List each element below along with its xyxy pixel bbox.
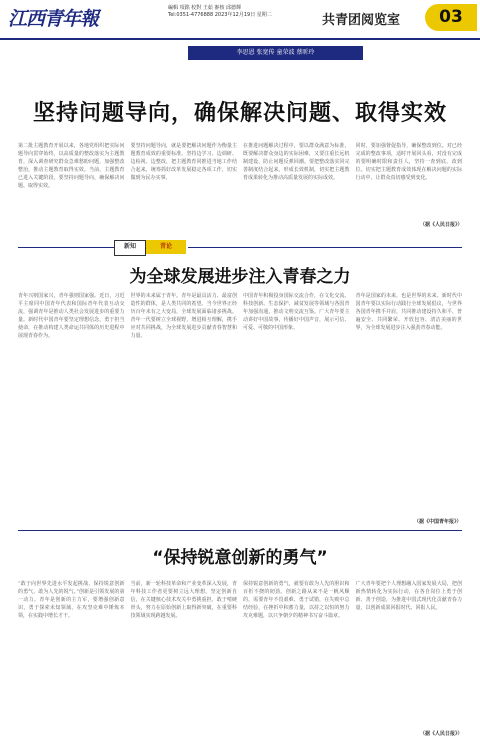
article2-col-1: 青年兴则国家兴，青年强则国家强。近日，习近平主席同中国青年代表和国际青年代表互动交流，强调青年是推动人类社会发展进步的重要力量。新时代中国青年要坚定理想信念，勇于担当使命，在推动构建人类命运共同体的历史进程中展现青春作为。 xyxy=(18,293,125,339)
masthead xyxy=(0,0,480,38)
article3-signature: （据《人民日报》） xyxy=(420,731,463,737)
meta-date: Tel:0351-4776888 2023年12月19日 星期二 xyxy=(168,12,272,18)
article1-col-1: 第二批主题教育开展以来，各地党组织把实际问题导向贯穿始终，以高质量的整改落实为主题教育，深入调查研究群众急难愁盼问题，加强整改整治，推动主题教育取得实效。当前，主题教育已进入关键阶段，要坚持问题导向，确保解决问题、取得实效。 xyxy=(18,143,125,189)
article2-signature: （据《中国青年报》） xyxy=(414,519,462,525)
article3-col-2: 当前，新一轮科技革命和产业变革深入发展，青年科技工作者更要树立远大理想，坚定创新自信，在关键核心技术攻关中勇挑重担，敢于啃硬骨头，努力在原始创新上取得新突破，在重要科技领域实现跨越发展。 xyxy=(130,581,237,619)
article1-col-3: 在推进问题解决过程中，要以群众满意为标准，既要解决群众身边的实际困难，又要注重长远机制建设，防止问题反弹回潮。要把整改落实同完善制度结合起来，形成长效机制，切实把主题教育成果转化为推动高质量发展的实际成效。 xyxy=(243,143,350,181)
section-name: 共青团阅览室 xyxy=(322,13,401,28)
article2-col-2: 世界的未来属于青年。青年是最具活力、最富创造性的群体，是人类共同的希望。当今世界正经历百年未有之大变局，全球发展面临诸多挑战。青年一代要树立全球视野，增进相互理解，携手应对共同挑战，为全球发展进步贡献青春智慧和力量。 xyxy=(130,293,237,339)
article3-headline: “保持锐意创新的勇气” xyxy=(152,548,328,568)
article1-col-2: 要坚持问题导向，就是要把解决问题作为衡量主题教育成效的重要标准。坚持边学习、边调研、边检视、边整改，把主题教育同推进当地工作结合起来，统筹抓好改革发展稳定各项工作，切实做到为民办实事。 xyxy=(130,143,237,181)
article1-body xyxy=(18,142,462,222)
article3-col-1: “敢于向世界先进水平发起挑战，保持锐意创新的勇气、敢为人先的锐气。”创新是引领发展的第一动力。青年是创新的主力军，要增强创新意识，勇于探索未知领域，在攻坚克难中锤炼本领，在实践中增长才干。 xyxy=(18,581,125,619)
article1-signature: （据《人民日报》） xyxy=(420,222,463,228)
article2-headline: 为全球发展进步注入青春之力 xyxy=(129,267,351,287)
editors-bar: 李思恩 张宽传 童荣波 蔡昕玲 xyxy=(188,46,363,60)
divider-article3 xyxy=(18,530,462,531)
meta-editors: 編輯 項銘 校對 王茹 審核 邱德輝 xyxy=(168,5,241,11)
article1-headline: 坚持问题导向，确保解决问题、取得实效 xyxy=(32,101,447,126)
section-badge xyxy=(114,240,186,254)
badge-left-label: 新知 xyxy=(114,240,146,256)
page-number-badge: 03 xyxy=(425,4,477,31)
newspaper-logo: 江西青年報 xyxy=(8,8,99,30)
divider-left xyxy=(18,247,114,248)
article1-col-4: 同时，要加强督促指导，确保整改到位。对已经完成的整改事项，适时开展回头看，对没有完成的要明确时限和责任人，坚持一查到底、改到位。切实把主题教育成效体现在解决问题的实际行动中，让群众真切感受到变化。 xyxy=(355,143,462,181)
article2-col-3: 中国青年积极投身国际交流合作，在文化交流、科技创新、生态保护、减贫发展等领域与各国青年加强沟通，推动文明交流互鉴。广大青年要主动讲好中国故事，传播好中国声音，展示可信、可爱、可敬的中国形象。 xyxy=(243,293,350,331)
badge-right-label: 青论 xyxy=(146,240,186,254)
masthead-rule xyxy=(0,38,480,40)
article2-body xyxy=(18,292,462,518)
divider-right xyxy=(188,247,462,248)
article3-col-4: 广大青年要把个人理想融入国家发展大局，把创新热情转化为实际行动，在各自岗位上勇于创新、善于创造，为推进中国式现代化贡献青春力量，以创新成果回报时代、回报人民。 xyxy=(355,581,462,611)
masthead-meta xyxy=(168,5,318,19)
article3-body xyxy=(18,580,462,730)
article3-col-3: 保持锐意创新的勇气，就要有敢为人先的胆识和百折不挠的韧劲。创新之路从来不是一帆风顺的，需要青年不畏艰难、勇于试错，在失败中总结经验，在挫折中积蓄力量，以持之以恒的努力攻克难题，以只争朝夕的精神书写奋斗篇章。 xyxy=(243,581,350,619)
article2-col-4: 青年是国家的未来，也是世界的未来。新时代中国青年要以实际行动践行全球发展倡议，与世界各国青年携手并肩，共同推动建设持久和平、普遍安全、共同繁荣、开放包容、清洁美丽的世界，为全球发展进步注入强劲青春动能。 xyxy=(355,293,462,331)
